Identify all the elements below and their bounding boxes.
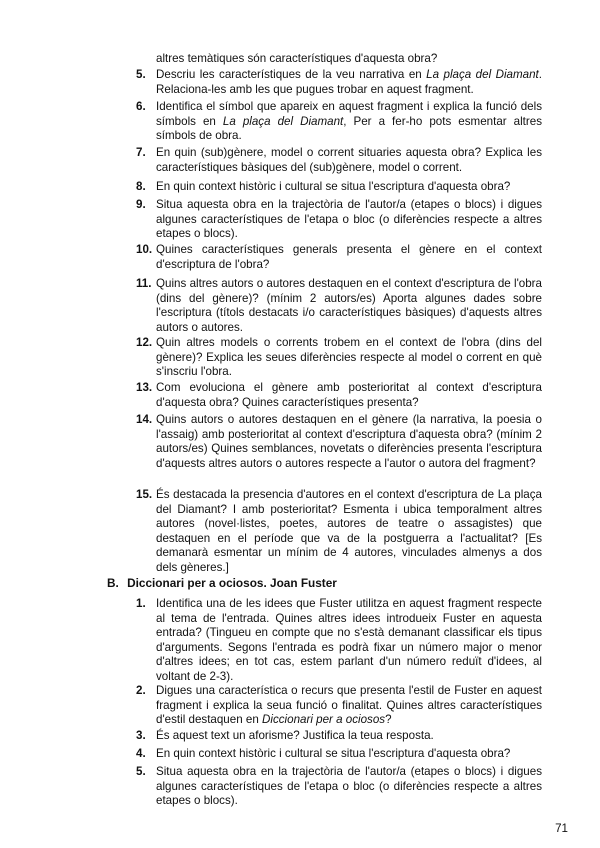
question-number: 13.	[136, 381, 153, 394]
question-number: 15.	[136, 488, 153, 501]
question-number: 6.	[136, 100, 146, 113]
question-text	[156, 597, 542, 685]
question-number: 8.	[136, 180, 146, 193]
question-text-part: Com evoluciona el gènere amb posterioritat al context d'escriptura d'aquesta obra? Quines característiques presenta?	[156, 381, 542, 409]
question-text	[156, 100, 542, 144]
question-text-part: És destacada la presencia d'autores en el context d'escriptura de La plaça del Diamant? I amb posterioritat? Esmenta i ubica temporalment altres autores (novel·listes, poetes, autores de teatre o assagistes) que destaquen en el període que va de la postguerra a l'actualitat? [Es demanarà esmentar un mínim de 4 autores, vinculades almenys a dos dels gèneres.]	[156, 488, 542, 574]
question-text	[156, 180, 542, 195]
question-text	[156, 684, 542, 728]
question-item	[136, 198, 542, 242]
question-text-part: ?	[385, 713, 392, 727]
question-number: 5.	[136, 765, 146, 778]
question-item	[136, 413, 542, 471]
question-text	[156, 68, 542, 97]
question-text	[156, 277, 542, 335]
question-item	[136, 729, 542, 744]
question-item	[136, 146, 542, 175]
question-item	[136, 68, 542, 97]
question-text-part: Situa aquesta obra en la trajectòria de l'autor/a (etapes o blocs) i digues algunes característiques de l'etapa o bloc (o diferències respecte a altres etapes o blocs).	[156, 198, 542, 241]
question-text-part: Identifica una de les idees que Fuster utilitza en aquest fragment respecte al tema de l'entrada. Quines altres idees introdueix Fuster en aquesta entrada? (Tingueu en compte que no s'està demanant classificar els tipus d'arguments. Segons l'entrada es podrà fixar un número major o menor d'altres idees; en tot cas, estem parlant d'un número reduït d'idees, al voltant de 2-3).	[156, 597, 542, 683]
question-number: 1.	[136, 597, 146, 610]
question-text-part: , Per a fer-ho pots esmentar altres símbols de obra.	[156, 114, 542, 143]
question-text-part: Descriu les característiques de la veu narrativa en	[156, 68, 427, 81]
question-text	[156, 413, 542, 471]
question-text-part: En quin context històric i cultural se situa l'escriptura d'aquesta obra?	[156, 180, 511, 193]
question-text-part: Quins autors o autores destaquen en el gènere (la narrativa, la poesia o l'assaig) amb posterioritat al context d'escriptura d'aquesta obra? (mínim 2 autors/es) Quines semblances, novetats o diferències presenta l'escriptura d'aquests altres autors o autores respecte a l'autor o autora del fragment?	[156, 413, 542, 470]
question-item	[136, 180, 542, 195]
question-number: 14.	[136, 413, 153, 426]
question-text	[156, 488, 542, 576]
question-text	[156, 729, 542, 744]
question-item	[136, 597, 542, 685]
question-text-part: Quines característiques generals presenta el gènere en el context d'escriptura de l'obra?	[156, 243, 542, 271]
section-b-title: Diccionari per a ociosos. Joan Fuster	[127, 576, 337, 590]
question-text	[156, 765, 542, 809]
italic-title: La plaça del Diamant	[222, 114, 344, 128]
italic-title: Diccionari per a ociosos	[262, 713, 386, 727]
question-number: 7.	[136, 146, 146, 159]
question-item	[136, 747, 542, 762]
italic-title: La plaça del Diamant	[426, 68, 539, 81]
question-number: 3.	[136, 729, 146, 742]
question-item	[136, 488, 542, 576]
question-text-part: En quin (sub)gènere, model o corrent situaries aquesta obra? Explica les característiques bàsiques del (sub)gènere, model o corrent.	[156, 146, 542, 174]
question-text	[156, 381, 542, 410]
question-text-part: Situa aquesta obra en la trajectòria de l'autor/a (etapes o blocs) i digues algunes característiques de l'etapa o bloc (o diferències respecte a altres etapes o blocs).	[156, 765, 542, 808]
question-text	[156, 198, 542, 242]
page-number: 71	[555, 822, 568, 835]
question-item	[136, 243, 542, 272]
question-text-part: Quins altres autors o autores destaquen en el context d'escriptura de l'obra (dins del gènere)? (mínim 2 autors/es) Aporta algunes dades sobre l'escriptura (títols destacats i/o característiques bàsiques) d'aquests altres autors o autores.	[156, 277, 542, 334]
question-text-part: Digues una característica o recurs que presenta l'estil de Fuster en aquest fragment i explica la seua funció o finalitat. Quines altres característiques d'estil destaquen en	[156, 684, 542, 727]
question-item	[136, 381, 542, 410]
question-number: 5.	[136, 68, 146, 81]
question-text	[156, 336, 542, 380]
section-b-heading	[107, 576, 337, 590]
question-number: 12.	[136, 336, 153, 349]
question-number: 2.	[136, 684, 146, 697]
question-text	[156, 747, 542, 762]
question-text-part: És aquest text un aforisme? Justifica la teua resposta.	[156, 729, 434, 742]
question-item	[136, 277, 542, 335]
question-number: 11.	[136, 277, 152, 290]
question-text-part: Quin altres models o corrents trobem en el context de l'obra (dins del gènere)? Explica les seues diferències respecte al model o corrent en què s'inscriu l'obra.	[156, 336, 542, 379]
question-text	[156, 243, 542, 272]
question-item	[136, 684, 542, 728]
question-text-part: En quin context històric i cultural se situa l'escriptura d'aquesta obra?	[156, 747, 511, 760]
question-text	[156, 146, 542, 175]
question-text-part: . Relaciona-les amb les que pugues trobar en aquest fragment.	[156, 68, 543, 96]
question-text-part: Identifica el símbol que apareix en aquest fragment i explica la funció dels símbols en	[156, 100, 542, 128]
question-item	[136, 336, 542, 380]
intro-line: altres temàtiques són característiques d'aquesta obra?	[156, 52, 438, 65]
question-item	[136, 765, 542, 809]
section-b-letter: B.	[107, 576, 119, 590]
question-item	[136, 100, 542, 144]
question-number: 9.	[136, 198, 146, 211]
question-number: 4.	[136, 747, 146, 760]
question-number: 10.	[136, 243, 153, 256]
